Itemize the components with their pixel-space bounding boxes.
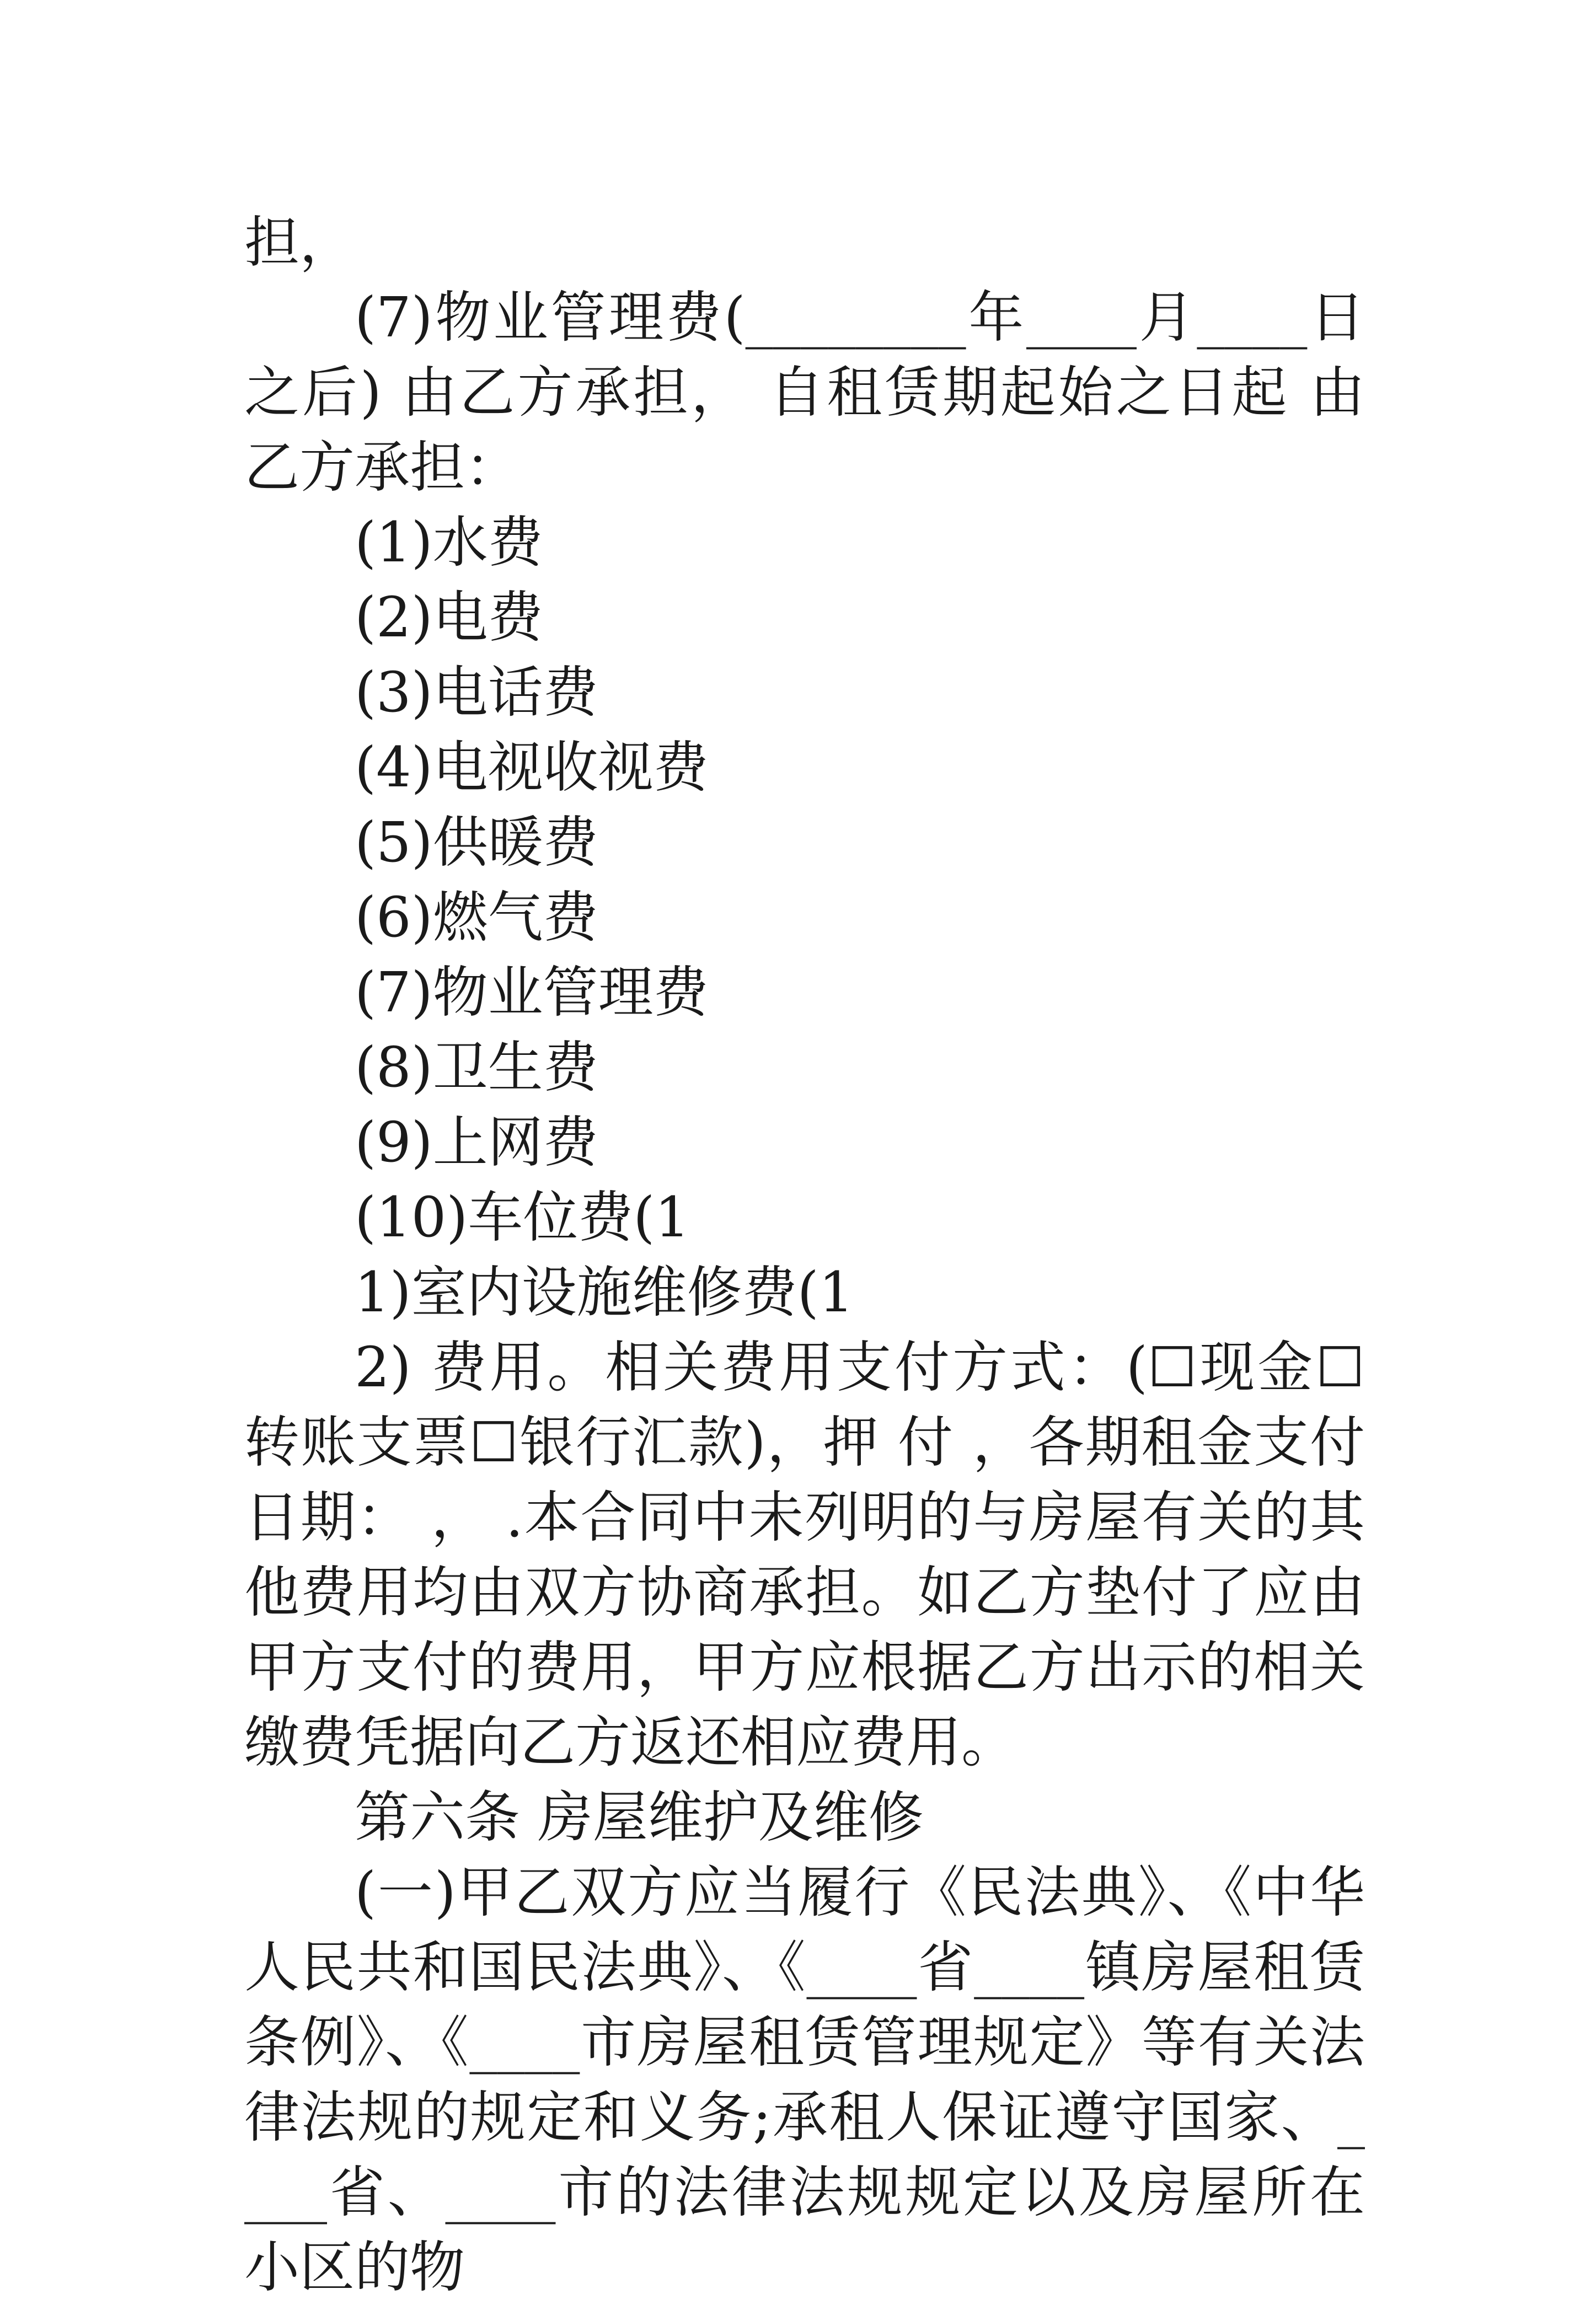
- list-item-internet-fee: (9)上网费: [355, 1110, 598, 1175]
- paragraph-payment-terms: 2) 费用。相关费用支付方式：(☐现金☐转账支票☐银行汇款)，押 付 ，各期租金支付日期： ， .本合同中未列明的与房屋有关的其他费用均由双方协商承担。如乙方垫付了应由甲方支付的费用，甲方应根据乙方出示的相关缴费凭据向乙方返还相应费用。: [244, 1335, 1365, 1775]
- list-item-tv-fee: (4)电视收视费: [355, 735, 709, 800]
- paragraph-property-fee-clause: (7)物业管理费(________年____月____日之后) 由乙方承担， 自租赁期起始之日起 由乙方承担：: [244, 285, 1365, 500]
- paragraph-legal-obligations: (一)甲乙双方应当履行《民法典》、《中华人民共和国民法典》、《____省____镇房屋租赁条例》、《____市房屋租赁管理规定》等有关法律法规的规定和义务;承租人保证遵守国家、____省、____市的法律法规规定以及房屋所在小区的物: [244, 1860, 1365, 2299]
- list-item-maintenance-fee: 1)室内设施维修费(1: [355, 1260, 854, 1325]
- list-item-heating-fee: (5)供暖费: [355, 810, 598, 875]
- list-item-water-fee: (1)水费: [355, 510, 543, 575]
- section-heading-article-six: 第六条 房屋维护及维修: [355, 1785, 924, 1850]
- list-item-property-fee: (7)物业管理费: [355, 960, 709, 1025]
- list-item-gas-fee: (6)燃气费: [355, 885, 598, 950]
- document-body: [244, 205, 1365, 2305]
- list-item-parking-fee: (10)车位费(1: [355, 1185, 690, 1250]
- list-item-electricity-fee: (2)电费: [355, 585, 543, 650]
- paragraph-continuation: 担，: [244, 210, 355, 275]
- list-item-sanitation-fee: (8)卫生费: [355, 1035, 598, 1100]
- list-item-telephone-fee: (3)电话费: [355, 660, 598, 725]
